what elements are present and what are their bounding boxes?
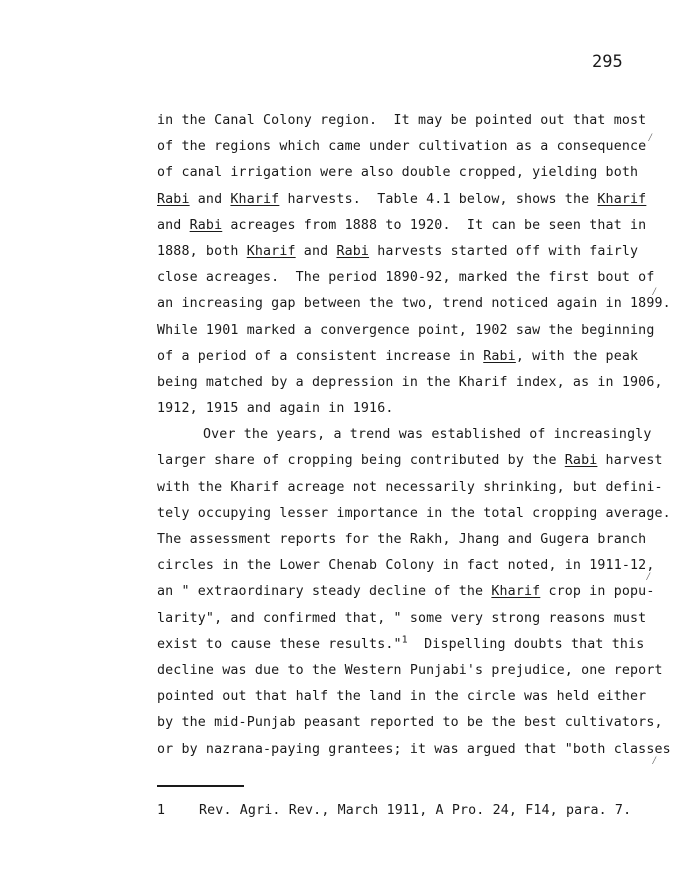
paragraph-1 — [157, 108, 671, 422]
text-span: acreages from 1888 to 1920. It can be seen that in — [222, 217, 647, 233]
underlined-term: Rabi — [336, 243, 370, 259]
text-span: 1888, both — [157, 243, 247, 259]
text-line — [157, 710, 663, 736]
text-line — [157, 291, 671, 317]
text-line — [157, 448, 663, 474]
text-line — [157, 265, 657, 291]
underlined-term: Kharif — [230, 191, 280, 207]
text-span: in the Canal Colony region. It may be pointed out that most — [157, 113, 647, 128]
text-line — [157, 684, 657, 710]
text-span: harvests. Table 4.1 below, shows the — [279, 191, 598, 207]
text-span: and — [295, 243, 337, 259]
text-span: larger share of cropping being contributed by the — [157, 453, 565, 469]
margin-mark: ⁄ — [651, 285, 658, 298]
underlined-term: Kharif — [491, 584, 541, 600]
text-line — [157, 422, 657, 448]
text-line — [157, 737, 671, 763]
text-span: decline was due to the Western Punjabi's prejudice, one report — [157, 662, 663, 678]
footnote-marker: 1 — [157, 803, 166, 818]
margin-mark: ⁄ — [647, 131, 654, 144]
text-span: The assessment reports for the Rakh, Jhang and Gugera branch — [157, 532, 647, 547]
text-span: Dispelling doubts that this — [407, 636, 645, 652]
text-span: close acreages. The period 1890-92, marked the first bout of — [157, 270, 655, 286]
underlined-term: Rabi — [564, 453, 598, 469]
text-span: circles in the Lower Chenab Colony in fact noted, in 1911-12, — [157, 558, 655, 574]
text-span: of the regions which came under cultivation as a consequence — [157, 139, 647, 155]
text-span: or by nazrana-paying grantees; it was argued that "both classes — [157, 741, 671, 757]
text-line — [157, 527, 657, 553]
text-line — [157, 344, 657, 370]
text-line — [157, 160, 657, 186]
text-line — [157, 318, 657, 344]
text-span: While 1901 marked a convergence point, 1902 saw the beginning — [157, 322, 655, 338]
text-line — [157, 553, 657, 579]
text-span: being matched by a depression in the Kharif index, as in 1906, — [157, 374, 663, 390]
text-span: 1912, 1915 and again in 1916. — [157, 401, 394, 417]
text-span: of canal irrigation were also double cropped, yielding both — [157, 165, 639, 181]
text-span: and — [157, 217, 190, 233]
text-span: exist to cause these results." — [157, 636, 402, 652]
underlined-term: Rabi — [483, 348, 516, 364]
text-span: of a period of a consistent increase in — [157, 348, 484, 364]
page-number: 295 — [592, 52, 623, 72]
margin-mark: ⁄ — [651, 754, 658, 767]
footnote — [157, 803, 631, 818]
text-line — [157, 239, 657, 265]
underlined-term: Rabi — [189, 217, 223, 233]
footnote-reference: 1 — [401, 634, 408, 646]
text-span: an " extraordinary steady decline of the — [157, 584, 492, 600]
text-line — [157, 475, 663, 501]
text-line — [157, 606, 657, 632]
text-line — [157, 187, 657, 213]
text-span: tely occupying lesser importance in the total cropping average. — [157, 505, 671, 521]
footnote-text: Rev. Agri. Rev., March 1911, A Pro. 24, F14, para. 7. — [199, 803, 632, 818]
text-span: and — [189, 191, 231, 207]
margin-mark: ⁄ — [645, 570, 652, 583]
text-span: crop in popu- — [540, 584, 655, 600]
underlined-term: Rabi — [157, 191, 190, 207]
paragraph-2 — [157, 422, 671, 762]
text-span: harvests started off with fairly — [369, 243, 639, 259]
text-span: with the Kharif acreage not necessarily shrinking, but defini- — [157, 479, 663, 495]
text-line — [157, 370, 663, 396]
text-line — [157, 632, 657, 658]
body-text — [157, 108, 671, 763]
text-line — [157, 501, 671, 527]
underlined-term: Kharif — [246, 243, 296, 259]
text-line — [157, 108, 657, 134]
text-line — [157, 134, 657, 160]
text-span: by the mid-Punjab peasant reported to be the best cultivators, — [157, 715, 663, 731]
text-span: Over the years, a trend was established of increasingly — [203, 427, 652, 443]
text-line — [157, 213, 657, 239]
text-span: , with the peak — [515, 348, 639, 364]
footnote-rule — [157, 785, 244, 787]
text-line — [157, 396, 657, 422]
text-span: harvest — [597, 453, 663, 469]
text-span: larity", and confirmed that, " some very strong reasons must — [157, 610, 647, 626]
text-line — [157, 658, 663, 684]
underlined-term: Kharif — [597, 191, 647, 207]
text-span: pointed out that half the land in the circle was held either — [157, 689, 647, 705]
text-line — [157, 579, 657, 605]
text-span: an increasing gap between the two, trend noticed again in 1899. — [157, 296, 671, 312]
